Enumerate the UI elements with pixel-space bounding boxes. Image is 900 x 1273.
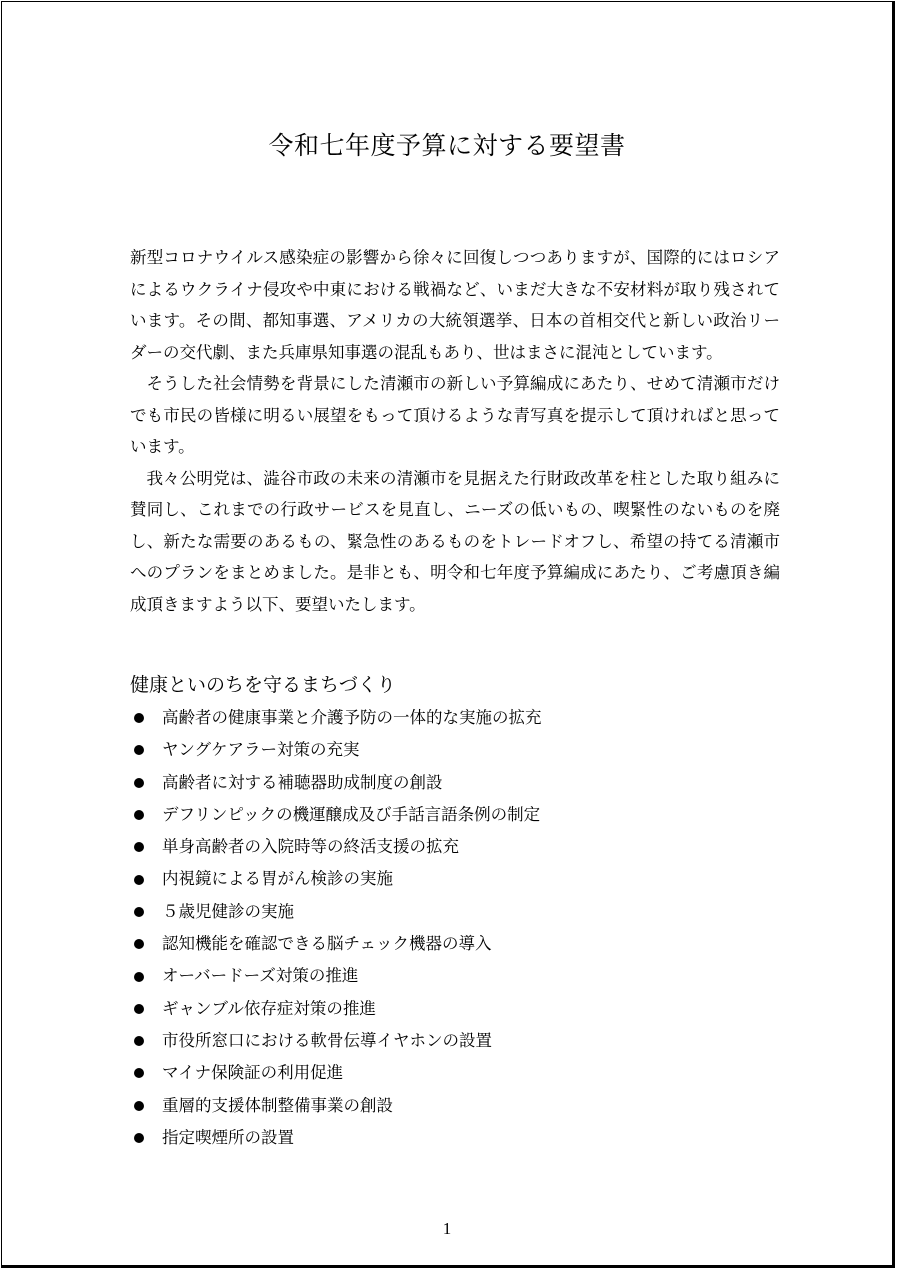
bullet-icon: [134, 713, 144, 723]
bullet-icon: [134, 842, 144, 852]
bullet-icon: [134, 1101, 144, 1111]
list-item-text: 指定喫煙所の設置: [162, 1127, 294, 1147]
list-item-text: 高齢者に対する補聴器助成制度の創設: [162, 772, 443, 792]
list-item: [130, 767, 542, 799]
list-item: [130, 928, 542, 960]
list-item: [130, 1122, 542, 1154]
bullet-icon: [134, 875, 144, 885]
intro-paragraph-2: そうした社会情勢を背景にした清瀬市の新しい予算編成にあたり、せめて清瀬市だけでも市民の皆様に明るい展望をもって頂けるような青写真を提示して頂ければと思っています。: [130, 374, 780, 456]
list-item-text: 内視鏡による胃がん検診の実施: [162, 869, 393, 889]
request-list: [130, 702, 542, 1154]
list-item: [130, 960, 542, 992]
bullet-icon: [134, 810, 144, 820]
list-item-text: 認知機能を確認できる脳チェック機器の導入: [162, 934, 492, 954]
list-item-text: マイナ保険証の利用促進: [162, 1063, 344, 1083]
list-item-text: オーバードーズ対策の推進: [162, 966, 359, 986]
list-item: [130, 831, 542, 863]
list-item: [130, 1057, 542, 1089]
document-page: [1, 1, 895, 1268]
list-item: [130, 863, 542, 895]
list-item-text: 重層的支援体制整備事業の創設: [162, 1095, 393, 1115]
document-title: 令和七年度予算に対する要望書: [268, 131, 626, 160]
intro-text: [130, 242, 780, 620]
list-item: [130, 1025, 542, 1057]
list-item-text: 市役所窓口における軟骨伝導イヤホンの設置: [162, 1030, 492, 1050]
list-item: [130, 1090, 542, 1122]
bullet-icon: [134, 1004, 144, 1014]
list-item: [130, 734, 542, 766]
bullet-icon: [134, 745, 144, 755]
intro-paragraph-3: 我々公明党は、澁谷市政の未来の清瀬市を見据えた行財政改革を柱とした取り組みに賛同し、これまでの行政サービスを見直し、ニーズの低いもの、喫緊性のないものを廃し、新たな需要のあるもの、緊急性のあるものをトレードオフし、希望の持てる清瀬市へのプランをまとめました。是非とも、明令和七年度予算編成にあたり、ご考慮頂き編成頂きますよう以下、要望いたします。: [130, 468, 780, 614]
bullet-icon: [134, 778, 144, 788]
bullet-icon: [134, 939, 144, 949]
bullet-icon: [134, 907, 144, 917]
list-item-text: 高齢者の健康事業と介護予防の一体的な実施の拡充: [162, 708, 542, 727]
list-item-text: デフリンピックの機運醸成及び手話言語条例の制定: [162, 804, 541, 824]
bullet-icon: [134, 1068, 144, 1078]
intro-paragraph-1: 新型コロナウイルス感染症の影響から徐々に回復しつつありますが、国際的にはロシアによるウクライナ侵攻や中東における戦禍など、いまだ大きな不安材料が取り残されています。その間、都知事選、アメリカの大統領選挙、日本の首相交代と新しい政治リーダーの交代劇、また兵庫県知事選の混乱もあり、世はまさに混沌としています。: [130, 248, 780, 362]
list-item-text: ヤングケアラー対策の充実: [162, 740, 360, 760]
page-number: 1: [442, 1219, 452, 1238]
bullet-icon: [134, 1036, 144, 1046]
list-item-text: ギャンブル依存症対策の推進: [162, 998, 376, 1018]
list-item: [130, 702, 542, 734]
list-item: [130, 799, 542, 831]
list-item: [130, 896, 542, 928]
list-item-text: 単身高齢者の入院時等の終活支援の拡充: [162, 837, 459, 857]
list-item: [130, 993, 542, 1025]
bullet-icon: [134, 972, 144, 982]
list-item-text: ５歳児健診の実施: [162, 901, 294, 921]
section-heading: 健康といのちを守るまちづくり: [130, 674, 396, 696]
bullet-icon: [134, 1133, 144, 1143]
